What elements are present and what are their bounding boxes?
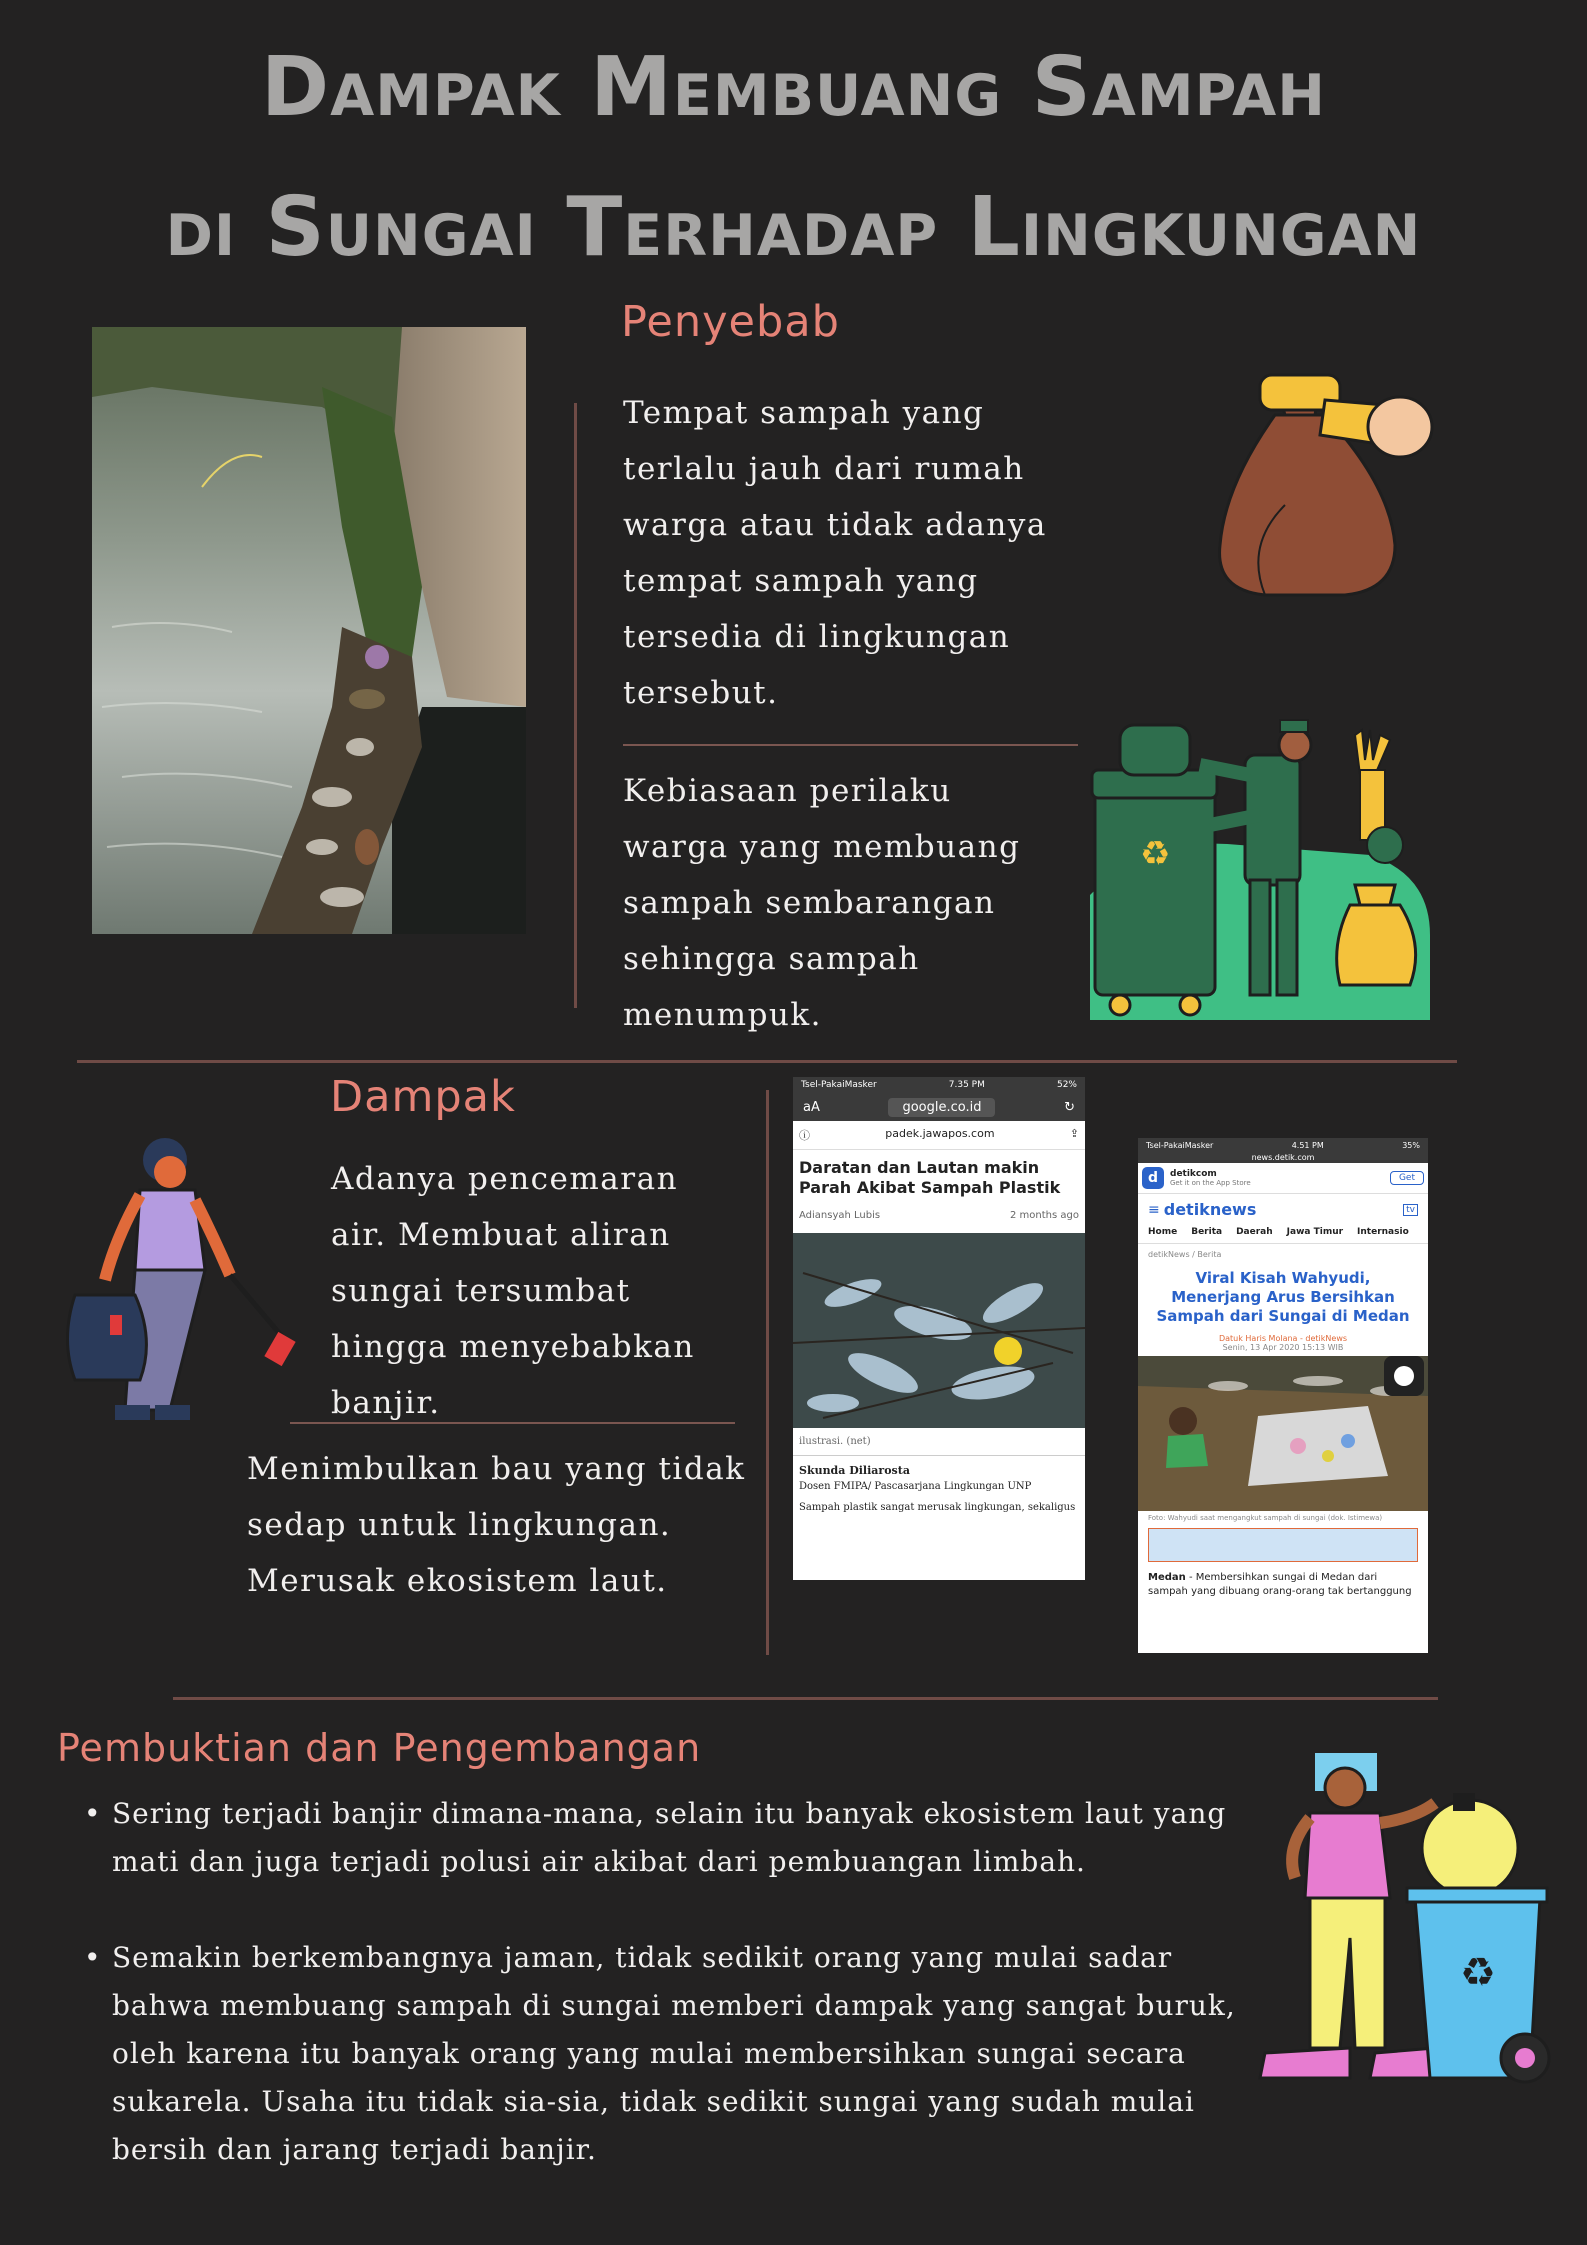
pembuktian-point-1: • Sering terjadi banjir dimana-mana, selain itu banyak ekosistem laut yang mati dan juga terjadi polusi air akibat dari pembuangan limbah.	[80, 1790, 1240, 1886]
site-label: padek.jawapos.com	[885, 1127, 995, 1140]
svg-text:♻: ♻	[1140, 834, 1171, 874]
ad-banner	[1148, 1528, 1418, 1562]
article-headline: Daratan dan Lautan makin Parah Akibat Sampah Plastik	[799, 1158, 1061, 1197]
pembuktian-heading: Pembuktian dan Pengembangan	[57, 1726, 702, 1770]
river-photo	[92, 327, 526, 934]
article-author: Adiansyah Lubis	[799, 1210, 881, 1221]
article-date-2: Senin, 13 Apr 2020 15:13 WIB	[1222, 1343, 1344, 1352]
penyebab-cause-2: Kebiasaan perilaku warga yang membuang sampah sembarangan sehingga sampah menumpuk.	[623, 773, 1021, 1033]
trash-picker-illustration	[55, 1130, 305, 1450]
battery-label: 52%	[1056, 1080, 1077, 1090]
dampak-heading: Dampak	[330, 1072, 516, 1122]
carrier-label: Tsel-PakaiMasker	[801, 1080, 877, 1090]
penyebab-heading: Penyebab	[621, 297, 840, 347]
breadcrumb: detikNews / Berita	[1148, 1250, 1222, 1259]
get-app-button[interactable]: Get	[1390, 1171, 1424, 1185]
nav-berita[interactable]: Berita	[1191, 1227, 1223, 1237]
share-icon: ⇪	[1069, 1127, 1079, 1140]
carrier-label-2: Tsel-PakaiMasker	[1146, 1140, 1214, 1150]
article-headline-2: Viral Kisah Wahyudi, Menerjang Arus Bersihkan Sampah dari Sungai di Medan	[1156, 1269, 1410, 1325]
dampak-effect-2: Menimbulkan bau yang tidak sedap untuk lingkungan. Merusak ekosistem laut.	[247, 1451, 746, 1599]
screen-record-icon	[1384, 1356, 1424, 1396]
article-snippet-2: - Membersihkan sungai di Medan dari sampah yang dibuang orang-orang tak bertanggung	[1148, 1572, 1412, 1597]
image-caption: ilustrasi. (net)	[793, 1428, 1085, 1456]
dampak-divider	[290, 1422, 735, 1424]
pembuktian-list	[80, 1790, 1240, 2222]
live-tv-icon[interactable]: tv	[1403, 1204, 1418, 1216]
image-caption-2: Foto: Wahyudi saat mengangkut sampah di sungai (dok. Istimewa)	[1148, 1514, 1383, 1522]
url-host: google.co.id	[888, 1098, 995, 1117]
pembuktian-point-2: • Semakin berkembangnya jaman, tidak sedikit orang yang mulai sadar bahwa membuang sampah di sungai memberi dampak yang sangat buruk, oleh karena itu banyak orang yang mulai membersihkan sungai secara sukarela. Usaha itu tidak sia-sia, tidak sedikit sungai yang sudah mulai bersih dan jarang terjadi banjir.	[80, 1934, 1240, 2174]
byline-name: Skunda Diliarosta	[799, 1464, 910, 1477]
article-image	[793, 1233, 1085, 1428]
nav-daerah[interactable]: Daerah	[1236, 1227, 1273, 1237]
app-sub: Get it on the App Store	[1170, 1179, 1251, 1187]
dampak-effect-1: Adanya pencemaran air. Membuat aliran sungai tersumbat hingga menyebabkan banjir.	[331, 1161, 695, 1421]
article-author-2: Datuk Haris Molana - detikNews	[1218, 1334, 1348, 1343]
detik-app-icon: d	[1142, 1167, 1164, 1189]
section-divider-1	[77, 1060, 1457, 1063]
article-snippet: Sampah plastik sangat merusak lingkungan, sekaligus	[799, 1502, 1076, 1513]
news-screenshot-jawapos	[793, 1077, 1085, 1580]
dampak-vertical-divider	[766, 1090, 769, 1655]
page-title-line1: Dampak Membuang Sampah	[261, 40, 1326, 135]
clock-label-2: 4.51 PM	[1291, 1140, 1324, 1150]
brand-logo: detiknews	[1163, 1200, 1257, 1219]
byline-role: Dosen FMIPA/ Pascasarjana Lingkungan UNP	[799, 1481, 1032, 1492]
recycle-person-illustration	[1255, 1748, 1555, 2088]
section-divider-2	[173, 1697, 1438, 1700]
text-size-icon: aA	[803, 1099, 820, 1115]
clock-label: 7.35 PM	[948, 1080, 985, 1090]
nav-internasional[interactable]: Internasio	[1357, 1227, 1409, 1237]
nav-home[interactable]: Home	[1148, 1227, 1178, 1237]
penyebab-vertical-divider	[574, 403, 577, 1008]
article-age: 2 months ago	[1010, 1210, 1079, 1221]
nav-jawa-timur[interactable]: Jawa Timur	[1286, 1227, 1344, 1237]
battery-label-2: 35%	[1402, 1140, 1420, 1150]
reload-icon: ↻	[1064, 1099, 1075, 1115]
garbage-worker-illustration	[1090, 715, 1430, 1020]
trash-bag-hand-icon	[1205, 345, 1435, 605]
url-host-2: news.detik.com	[1138, 1152, 1428, 1163]
menu-icon[interactable]: ≡	[1148, 1201, 1160, 1218]
page-title-line2: di Sungai Terhadap Lingkungan	[165, 180, 1422, 275]
snippet-lead: Medan	[1148, 1572, 1186, 1583]
info-icon: ⓘ	[799, 1129, 810, 1142]
penyebab-divider	[623, 744, 1078, 746]
svg-text:♻: ♻	[1460, 1950, 1496, 1996]
penyebab-cause-1: Tempat sampah yang terlalu jauh dari rumah warga atau tidak adanya tempat sampah yang tersedia di lingkungan tersebut.	[623, 395, 1047, 711]
news-screenshot-detik	[1138, 1138, 1428, 1653]
app-name: detikcom	[1170, 1169, 1217, 1179]
